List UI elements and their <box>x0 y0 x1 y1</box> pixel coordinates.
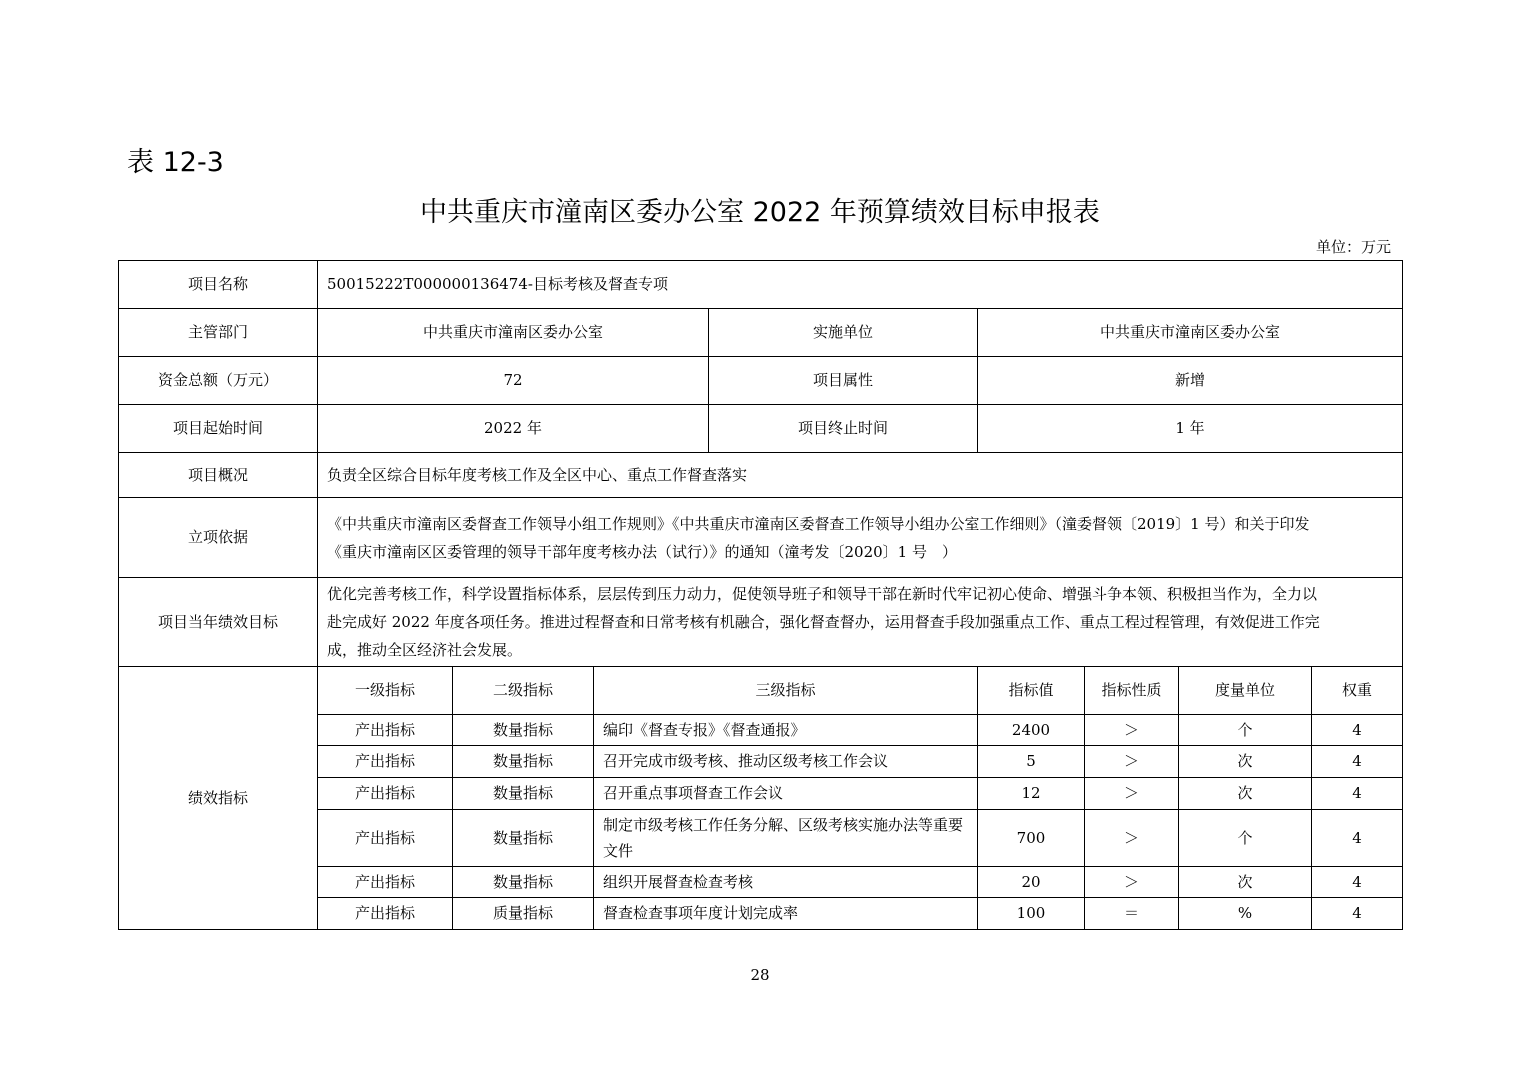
weight-cell: 4 <box>1312 778 1403 810</box>
value-cell: 12 <box>978 778 1085 810</box>
table-number: 表 12-3 <box>127 147 224 178</box>
nature-cell: ＝ <box>1085 898 1179 930</box>
level1-cell: 产出指标 <box>318 810 453 867</box>
value-cell: 2400 <box>978 715 1085 746</box>
project-name-label: 项目名称 <box>119 261 318 309</box>
project-name-value: 50015222T000000136474-目标考核及督查专项 <box>318 261 1403 309</box>
value-cell: 100 <box>978 898 1085 930</box>
header-weight: 权重 <box>1312 667 1403 715</box>
row-dept <box>119 309 1403 357</box>
impl-unit-value: 中共重庆市潼南区委办公室 <box>978 309 1403 357</box>
level3-cell: 召开重点事项督查工作会议 <box>594 778 978 810</box>
start-time-label: 项目起始时间 <box>119 405 318 453</box>
level2-cell: 数量指标 <box>453 715 594 746</box>
header-nature: 指标性质 <box>1085 667 1179 715</box>
row-overview <box>119 453 1403 498</box>
unit-cell: 次 <box>1179 867 1312 898</box>
basis-label: 立项依据 <box>119 498 318 578</box>
unit-cell: 次 <box>1179 778 1312 810</box>
row-time <box>119 405 1403 453</box>
page-number: 28 <box>750 966 770 984</box>
overview-label: 项目概况 <box>119 453 318 498</box>
row-basis <box>119 498 1403 578</box>
dept-label: 主管部门 <box>119 309 318 357</box>
end-time-label: 项目终止时间 <box>709 405 978 453</box>
header-level2: 二级指标 <box>453 667 594 715</box>
goal-label: 项目当年绩效目标 <box>119 578 318 667</box>
weight-cell: 4 <box>1312 746 1403 778</box>
weight-cell: 4 <box>1312 898 1403 930</box>
unit-cell: 个 <box>1179 715 1312 746</box>
nature-cell: ＞ <box>1085 715 1179 746</box>
start-time-value: 2022 年 <box>318 405 709 453</box>
unit-cell: 个 <box>1179 810 1312 867</box>
level3-cell: 编印《督查专报》《督查通报》 <box>594 715 978 746</box>
weight-cell: 4 <box>1312 810 1403 867</box>
unit-cell: 次 <box>1179 746 1312 778</box>
unit-cell: % <box>1179 898 1312 930</box>
attr-label: 项目属性 <box>709 357 978 405</box>
level2-cell: 质量指标 <box>453 898 594 930</box>
end-time-value: 1 年 <box>978 405 1403 453</box>
weight-cell: 4 <box>1312 715 1403 746</box>
level1-cell: 产出指标 <box>318 715 453 746</box>
level2-cell: 数量指标 <box>453 867 594 898</box>
overview-value: 负责全区综合目标年度考核工作及全区中心、重点工作督查落实 <box>318 453 1403 498</box>
nature-cell: ＞ <box>1085 746 1179 778</box>
nature-cell: ＞ <box>1085 810 1179 867</box>
impl-unit-label: 实施单位 <box>709 309 978 357</box>
level3-cell: 组织开展督查检查考核 <box>594 867 978 898</box>
header-unit: 度量单位 <box>1179 667 1312 715</box>
row-project-name <box>119 261 1403 309</box>
dept-value: 中共重庆市潼南区委办公室 <box>318 309 709 357</box>
level2-cell: 数量指标 <box>453 778 594 810</box>
header-level1: 一级指标 <box>318 667 453 715</box>
level2-cell: 数量指标 <box>453 746 594 778</box>
level2-cell: 数量指标 <box>453 810 594 867</box>
row-funds <box>119 357 1403 405</box>
performance-table <box>118 260 1403 930</box>
level3-cell: 制定市级考核工作任务分解、区级考核实施办法等重要文件 <box>594 810 978 867</box>
basis-line: 《中共重庆市潼南区委督查工作领导小组工作规则》《中共重庆市潼南区委督查工作领导小组办公室工作细则》（潼委督领〔2019〕1 号）和关于印发 <box>327 514 1310 533</box>
level1-cell: 产出指标 <box>318 867 453 898</box>
value-cell: 5 <box>978 746 1085 778</box>
header-value: 指标值 <box>978 667 1085 715</box>
basis-line: 《重庆市潼南区区委管理的领导干部年度考核办法（试行）》的通知（潼考发〔2020〕1 号 ） <box>327 542 957 561</box>
goal-value <box>318 578 1403 667</box>
funds-value: 72 <box>318 357 709 405</box>
value-cell: 20 <box>978 867 1085 898</box>
basis-value <box>318 498 1403 578</box>
weight-cell: 4 <box>1312 867 1403 898</box>
unit-label: 单位：万元 <box>1315 238 1391 256</box>
attr-value: 新增 <box>978 357 1403 405</box>
nature-cell: ＞ <box>1085 778 1179 810</box>
level1-cell: 产出指标 <box>318 778 453 810</box>
value-cell: 700 <box>978 810 1085 867</box>
row-goal <box>119 578 1403 667</box>
funds-label: 资金总额（万元） <box>119 357 318 405</box>
nature-cell: ＞ <box>1085 867 1179 898</box>
header-level3: 三级指标 <box>594 667 978 715</box>
level3-cell: 召开完成市级考核、推动区级考核工作会议 <box>594 746 978 778</box>
level1-cell: 产出指标 <box>318 746 453 778</box>
goal-line: 赴完成好 2022 年度各项任务。推进过程督查和日常考核有机融合，强化督查督办，运用督查手段加强重点工作、重点工程过程管理，有效促进工作完 <box>327 613 1320 631</box>
page-title: 中共重庆市潼南区委办公室 2022 年预算绩效目标申报表 <box>420 197 1100 228</box>
level1-cell: 产出指标 <box>318 898 453 930</box>
indicators-label: 绩效指标 <box>119 667 318 930</box>
indicator-header-row <box>119 667 1403 715</box>
goal-line: 成，推动全区经济社会发展。 <box>327 641 523 659</box>
level3-cell: 督查检查事项年度计划完成率 <box>594 898 978 930</box>
goal-line: 优化完善考核工作，科学设置指标体系，层层传到压力动力，促使领导班子和领导干部在新时代牢记初心使命、增强斗争本领、积极担当作为，全力以 <box>327 585 1318 603</box>
